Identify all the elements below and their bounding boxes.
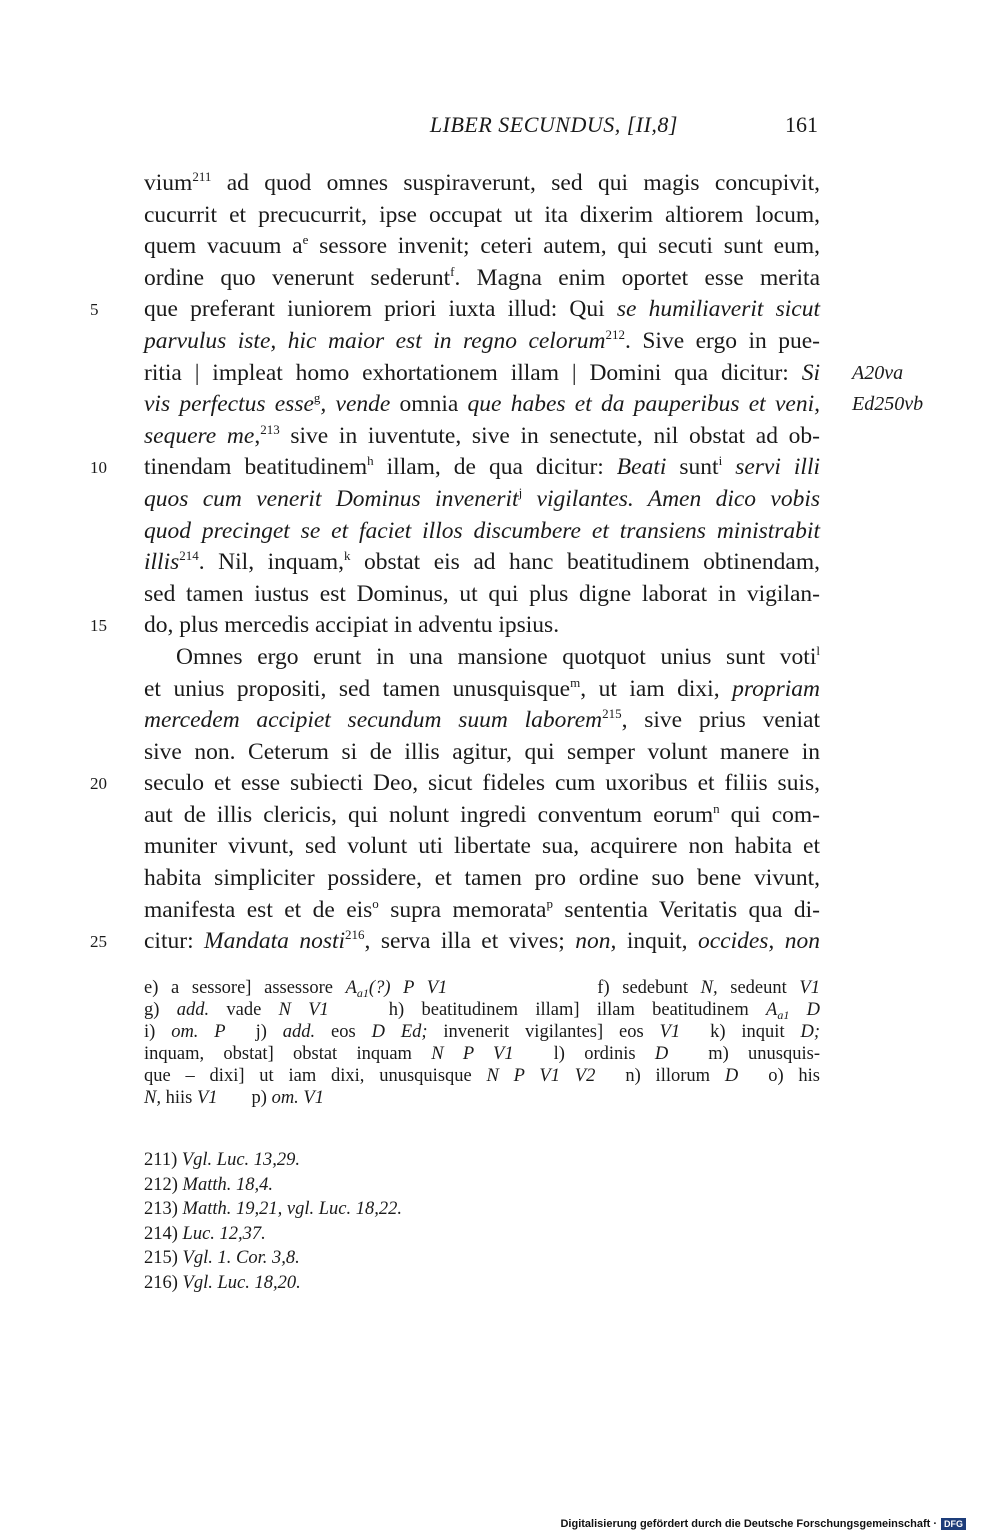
text-line: sequere me,$^{213}$ sive in iuventute, sive in senectute, nil obstat ad ob-: [144, 421, 820, 449]
footnote-mark: n: [713, 800, 720, 816]
apparatus-line: e) a sessore] assessore $A_{a1}(?)$ P V1 f) sedebunt N, sedeunt V1: [144, 978, 820, 1000]
text-line: aut de illis clericis, qui nolunt ingredi conventum eorum$^n$ qui com-: [144, 800, 820, 828]
footnote-mark: k: [343, 548, 351, 564]
footnote-mark: g: [313, 390, 321, 406]
text-line: vium$^{211}$ ad quod omnes suspiraverunt, sed qui magis concupivit,: [144, 169, 820, 196]
footnote-mark: p: [546, 895, 553, 911]
text-line: Omnes ergo erunt in una mansione quotquot unius sunt voti$^l$: [176, 642, 820, 670]
text-line: sive non. Ceterum si de illis agitur, qui semper volunt manere in: [144, 738, 820, 765]
footnote-mark: 215: [602, 706, 622, 722]
footnote-mark: 213: [260, 421, 280, 437]
footnote-mark: e: [302, 232, 309, 248]
footnote-mark: h: [367, 453, 374, 469]
text-line: quos cum venerit Dominus invenerit$^j$ vigilantes. Amen dico vobis: [144, 484, 820, 512]
footnote-mark: o: [372, 895, 379, 911]
source-note: 213) Matth. 19,21, vgl. Luc. 18,22.: [144, 1199, 402, 1219]
text-line: 15 do, plus mercedis accipiat in adventu ipsius.: [144, 610, 820, 642]
text-line: ordine quo venerunt sederunt$^f$. Magna enim oportet esse merita: [144, 263, 820, 291]
footnote-mark: j: [518, 484, 523, 500]
text-line: muniter vivunt, sed volunt uti libertate sua, acquirere non habita et: [144, 833, 820, 860]
text-line: manifesta est et de eis$^o$ supra memorata$^p$ sententia Veritatis qua di-: [144, 895, 820, 923]
text-line: parvulus iste, hic maior est in regno celorum$^{212}$. Sive ergo in pue-: [144, 326, 820, 354]
main-text: [90, 168, 924, 958]
text-line: et unius propositi, sed tamen unusquisque$^m$, ut iam dixi, propriam: [144, 674, 821, 702]
line-number: 15: [90, 616, 107, 636]
source-note: 214) Luc. 12,37.: [144, 1223, 266, 1244]
footnote-mark: 211: [192, 169, 212, 184]
text-line: quem vacuum $a^e$ sessore invenit; ceteri autem, qui secuti sunt eum,: [144, 232, 820, 260]
text-line: cucurrit et precucurrit, ipse occupat ut ita dixerim altiorem locum,: [144, 201, 820, 228]
text-line: 20 seculo et esse subiecti Deo, sicut fideles cum uxoribus et filiis suis,: [144, 768, 820, 800]
source-note: 211) Vgl. Luc. 13,29.: [144, 1150, 301, 1170]
margin-note-folio: A20va: [852, 361, 904, 384]
source-note: 215) Vgl. 1. Cor. 3,8.: [144, 1248, 300, 1268]
source-notes: [144, 1148, 820, 1295]
line-number: 10: [90, 458, 107, 478]
margin-note-folio: Ed250vb: [852, 393, 924, 416]
text-line: 10 tinendam beatitudinem$^h$ illam, de qua dicitur: Beati sunt$^i$ servi illi: [144, 452, 820, 484]
apparatus-line: g) add. vade N V1 h) beatitudinem illam] illam beatitudinem $A_{a1}$ D: [144, 1000, 820, 1022]
text-line: vis perfectus esse$^g$, vende omnia que habes et da pauperibus et veni, Ed250vb: [144, 389, 820, 421]
footnote-mark: i: [718, 453, 723, 469]
apparatus-line: N, hiis V1 p) om. V1: [144, 1088, 324, 1108]
text-line: habita simpliciter possidere, et tamen pro ordine suo bene vivunt,: [144, 865, 820, 892]
funding-footer: [560, 1518, 966, 1530]
running-head: [144, 112, 818, 146]
footnote-mark: 216: [345, 927, 365, 943]
text-line: sed tamen iustus est Dominus, ut qui plus digne laborat in vigilan-: [144, 580, 820, 607]
running-title: LIBER SECUNDUS, [II,8]: [429, 112, 678, 137]
source-note: 212) Matth. 18,4.: [144, 1174, 273, 1195]
line-number: 25: [90, 932, 107, 952]
critical-apparatus: [144, 977, 820, 1109]
dfg-logo: DFG: [941, 1518, 966, 1530]
apparatus-line: que – dixi] ut iam dixi, unusquisque N P V1 V2 n) illorum D o) his: [144, 1066, 821, 1086]
line-number: 5: [90, 300, 99, 320]
apparatus-line: inquam, obstat] obstat inquam N P V1 l) ordinis D m) unusquis-: [144, 1044, 821, 1064]
text-line: illis$^{214}$. Nil, inquam,$^k$ obstat eis ad hanc beatitudinem obtinendam,: [144, 548, 820, 576]
footnote-mark: l: [816, 642, 820, 658]
text-line: mercedem accipiet secundum suum laborem$^{215}$, sive prius veniat: [144, 706, 820, 734]
line-number: 20: [90, 774, 107, 794]
text-line: ritia | impleat homo exhortationem illam | Domini qua dicitur: Si A20va: [144, 358, 820, 390]
footnote-mark: f: [450, 263, 455, 279]
footnote-mark: 214: [179, 548, 199, 564]
funding-text: Digitalisierung gefördert durch die Deutsche Forschungsgemeinschaft ·: [560, 1518, 937, 1530]
text-line: quod precinget se et faciet illos discumbere et transiens ministrabit: [144, 517, 820, 544]
apparatus-line: i) om. P j) add. eos D Ed; invenerit vigilantes] eos V1 k) inquit D;: [144, 1022, 820, 1042]
page-number: 161: [785, 112, 818, 137]
footnote-mark: m: [570, 674, 581, 690]
footnote-mark: 212: [605, 326, 625, 342]
text-line: 25 citur: Mandata nosti$^{216}$, serva illa et vives; non, inquit, occides, non: [144, 926, 820, 958]
source-note: 216) Vgl. Luc. 18,20.: [144, 1272, 301, 1293]
text-line: 5 que preferant iuniorem priori iuxta illud: Qui se humiliaverit sicut: [144, 294, 820, 326]
